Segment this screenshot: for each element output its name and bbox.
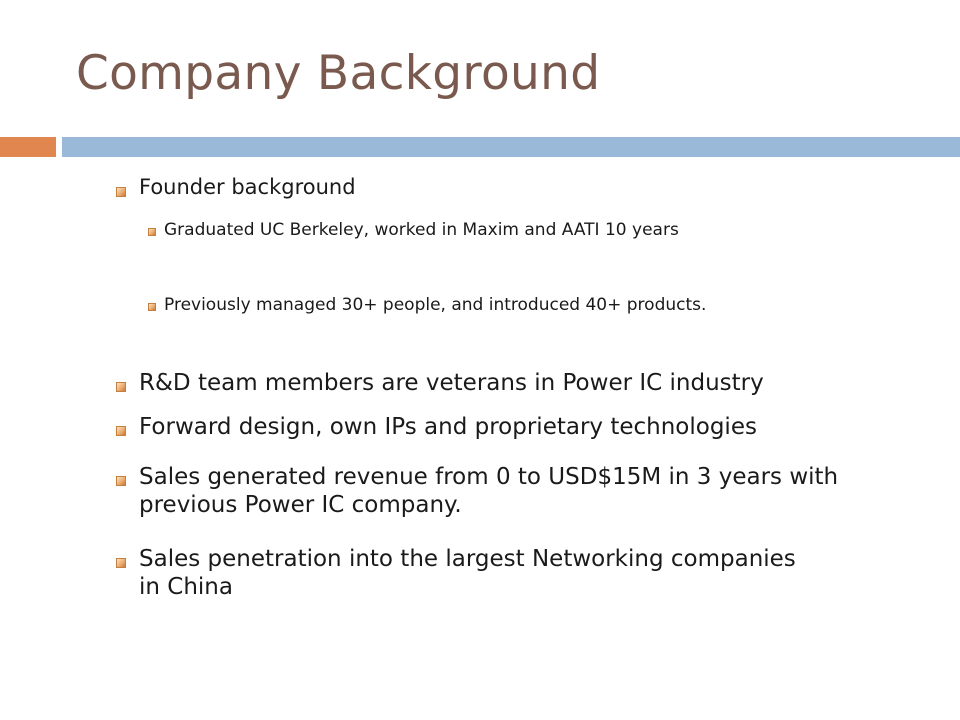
square-bullet-icon bbox=[148, 303, 156, 311]
square-bullet-icon bbox=[116, 476, 126, 486]
square-bullet-icon bbox=[116, 187, 126, 197]
bullet-forward-design bbox=[116, 414, 906, 442]
square-bullet-icon bbox=[116, 558, 126, 568]
square-bullet-icon bbox=[116, 426, 126, 436]
bullet-sales-revenue bbox=[116, 464, 856, 519]
sub-bullet-education bbox=[148, 219, 838, 242]
bullet-text: Graduated UC Berkeley, worked in Maxim and AATI 10 years bbox=[164, 220, 679, 240]
bullet-text: R&D team members are veterans in Power IC industry bbox=[139, 370, 764, 396]
bullet-text: Previously managed 30+ people, and introduced 40+ products. bbox=[164, 295, 707, 315]
bullet-text: Sales penetration into the largest Networking companies in China bbox=[139, 546, 796, 600]
square-bullet-icon bbox=[116, 382, 126, 392]
bullet-sales-penetration bbox=[116, 546, 816, 601]
bullet-text: Founder background bbox=[139, 175, 356, 199]
bullet-text: Forward design, own IPs and proprietary technologies bbox=[139, 414, 757, 440]
bullet-founder-background bbox=[116, 175, 876, 200]
bullet-rd-team bbox=[116, 370, 906, 398]
sub-bullet-experience bbox=[148, 294, 838, 317]
bullet-text: Sales generated revenue from 0 to USD$15M in 3 years with previous Power IC company. bbox=[139, 464, 839, 518]
slide-title: Company Background bbox=[76, 46, 601, 101]
square-bullet-icon bbox=[148, 228, 156, 236]
